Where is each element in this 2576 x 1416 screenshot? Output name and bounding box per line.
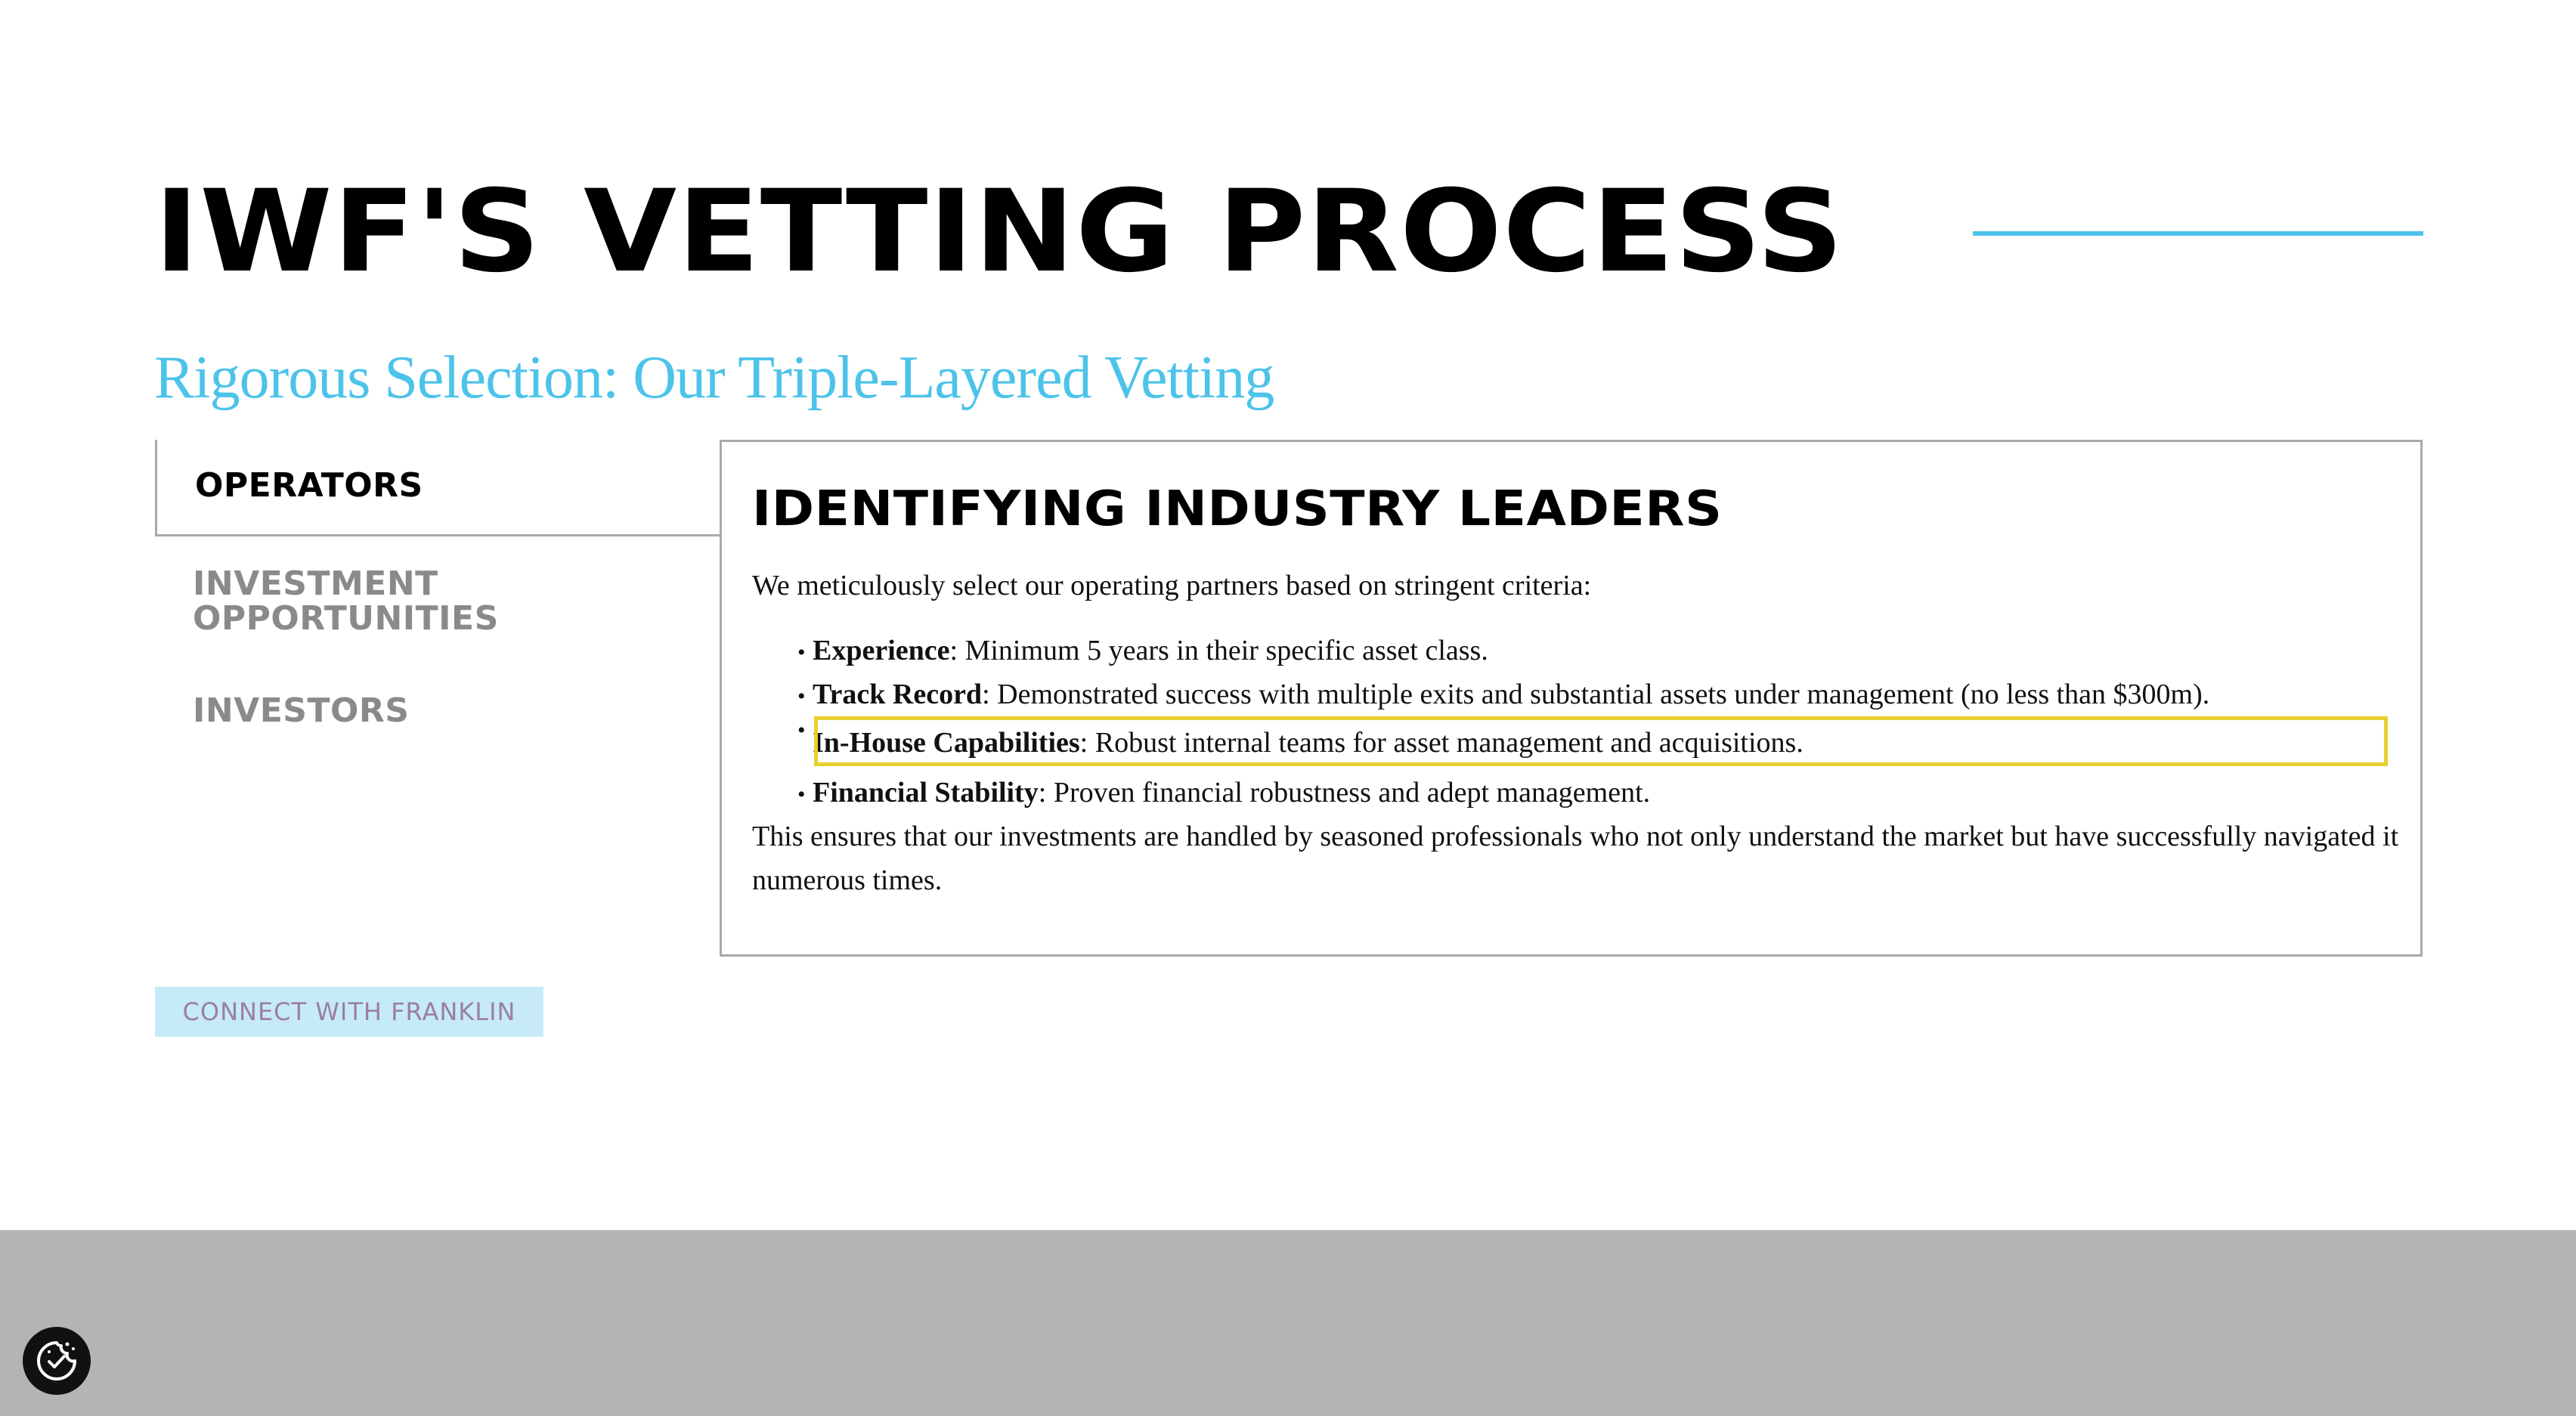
vetting-tabs-panel — [155, 440, 2423, 957]
criteria-description: : Robust internal teams for asset management and acquisitions. — [1079, 727, 1804, 759]
criteria-term: Track Record — [813, 679, 983, 710]
criteria-description: : Minimum 5 years in their specific asset class. — [949, 635, 1488, 666]
bullet-dot-icon: • — [797, 782, 806, 807]
content-intro: We meticulously select our operating partners based on stringent criteria: — [752, 570, 1592, 601]
content-outro: This ensures that our investments are handled by seasoned professionals who not only understand the market but have successfully navigated it numerous times. — [752, 821, 2399, 896]
tab-investors[interactable]: INVESTORS — [193, 691, 410, 730]
bullet-dot-icon: • — [797, 640, 806, 665]
list-item — [797, 629, 1488, 675]
bullet-dot-icon: • — [797, 718, 806, 743]
bullet-dot-icon: • — [797, 684, 806, 709]
cookie-settings-button[interactable] — [23, 1327, 91, 1395]
highlight-box — [814, 716, 2388, 766]
criteria-description: : Proven financial robustness and adept management. — [1038, 777, 1651, 808]
page-subtitle: Rigorous Selection: Our Triple-Layered Vetting — [154, 345, 1274, 411]
cookie-check-icon — [34, 1338, 79, 1384]
page-title: IWF'S VETTING PROCESS — [154, 166, 1844, 298]
criteria-term: Financial Stability — [813, 777, 1039, 808]
connect-with-franklin-button[interactable]: CONNECT WITH FRANKLIN — [155, 987, 543, 1037]
content-top-border — [722, 440, 2420, 442]
tab-operators[interactable]: OPERATORS — [155, 440, 720, 536]
footer-band — [0, 1230, 2576, 1416]
tab-investment-opportunities[interactable] — [155, 564, 720, 638]
criteria-term: In-House Capabilities — [813, 727, 1080, 759]
tab-investment-opportunities-label: INVESTMENT OPPORTUNITIES — [193, 564, 499, 638]
content-heading: IDENTIFYING INDUSTRY LEADERS — [752, 481, 1723, 537]
list-item — [797, 672, 2209, 719]
criteria-term: Experience — [813, 635, 950, 666]
tab-content — [720, 440, 2423, 957]
title-accent-line — [1973, 231, 2423, 236]
criteria-description: : Demonstrated success with multiple exits and substantial assets under management (no less than $300m). — [982, 679, 2210, 710]
list-item — [797, 771, 1650, 817]
